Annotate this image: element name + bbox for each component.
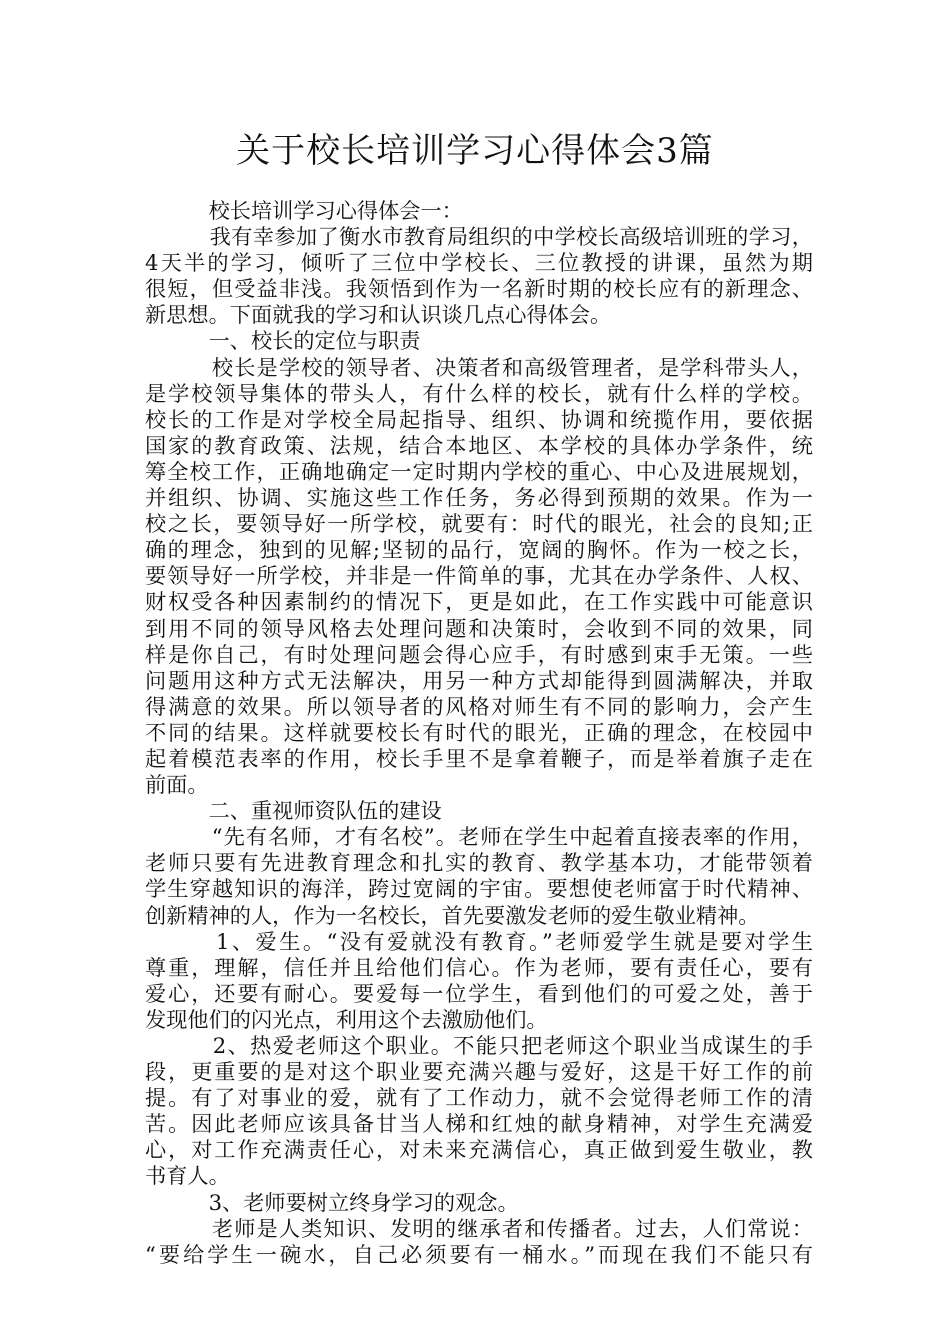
text-line: 财权受各种因素制约的情况下，更是如此，在工作实践中可能意识: [145, 589, 813, 615]
text-line: 2、热爱老师这个职业。不能只把老师这个职业当成谋生的手: [145, 1033, 813, 1058]
text-line: 确的理念，独到的见解;坚韧的品行，宽阔的胸怀。作为一校之长，: [145, 537, 813, 563]
text-line: 起着模范表率的作用，校长手里不是拿着鞭子，而是举着旗子走在: [145, 745, 813, 771]
text-line: 书育人。: [145, 1163, 230, 1189]
text-line: 校之长，要领导好一所学校，就要有：时代的眼光，社会的良知;正: [145, 511, 813, 537]
text-line: 学生穿越知识的海洋，跨过宽阔的宇宙。要想使老师富于时代精神、: [145, 876, 813, 902]
text-line: 苦。因此老师应该具备甘当人梯和红烛的献身精神，对学生充满爱: [145, 1111, 813, 1137]
document-body: [145, 198, 813, 1268]
text-line: 尊重，理解，信任并且给他们信心。作为老师，要有责任心，要有: [145, 954, 813, 980]
text-line: “要给学生一碗水，自己必须要有一桶水。”而现在我们不能只有: [145, 1241, 813, 1267]
text-line: 很短，但受益非浅。我领悟到作为一名新时期的校长应有的新理念、: [145, 276, 813, 302]
text-line: 校长是学校的领导者、决策者和高级管理者，是学科带头人，: [145, 354, 813, 380]
text-line: 筹全校工作，正确地确定一定时期内学校的重心、中心及进展规划，: [145, 458, 813, 484]
text-line: 提。有了对事业的爱，就有了工作动力，就不会觉得老师工作的清: [145, 1085, 813, 1111]
text-line: 4天半的学习，倾听了三位中学校长、三位教授的讲课，虽然为期: [145, 250, 813, 276]
text-line: 校长的工作是对学校全局起指导、组织、协调和统揽作用，要依据: [145, 406, 813, 432]
text-line: 我有幸参加了衡水市教育局组织的中学校长高级培训班的学习，: [145, 224, 813, 250]
text-line: 发现他们的闪光点，利用这个去激励他们。: [145, 1006, 548, 1032]
text-line: 爱心，还要有耐心。要爱每一位学生，看到他们的可爱之处，善于: [145, 980, 813, 1006]
text-line: “先有名师，才有名校”。老师在学生中起着直接表率的作用，: [145, 824, 813, 850]
text-line: 3、老师要树立终身学习的观念。: [145, 1189, 519, 1215]
text-line: 不同的结果。这样就要校长有时代的眼光，正确的理念，在校园中: [145, 719, 813, 745]
text-line: 二、重视师资队伍的建设: [145, 798, 442, 824]
text-line: 心，对工作充满责任心，对未来充满信心，真正做到爱生敬业，教: [145, 1137, 813, 1163]
text-line: 前面。: [145, 772, 209, 798]
text-line: 并组织、协调、实施这些工作任务，务必得到预期的效果。作为一: [145, 485, 813, 511]
text-line: 国家的教育政策、法规，结合本地区、本学校的具体办学条件，统: [145, 432, 813, 458]
text-line: 是学校领导集体的带头人，有什么样的校长，就有什么样的学校。: [145, 380, 813, 406]
text-line: 段，更重要的是对这个职业要充满兴趣与爱好，这是干好工作的前: [145, 1059, 813, 1085]
text-line: 问题用这种方式无法解决，用另一种方式却能得到圆满解决，并取: [145, 667, 813, 693]
text-line: 得满意的效果。所以领导者的风格对师生有不同的影响力，会产生: [145, 693, 813, 719]
text-line: 老师只要有先进教育理念和扎实的教育、教学基本功，才能带领着: [145, 850, 813, 876]
text-line: 1、爱生。“没有爱就没有教育。”老师爱学生就是要对学生: [145, 928, 813, 954]
text-line: 创新精神的人，作为一名校长，首先要激发老师的爱生敬业精神。: [145, 902, 760, 928]
text-line: 校长培训学习心得体会一：: [145, 198, 463, 223]
text-line: 到用不同的领导风格去处理问题和决策时，会收到不同的效果，同: [145, 615, 813, 641]
document-title: 关于校长培训学习心得体会3篇: [236, 131, 714, 171]
text-line: 一、校长的定位与职责: [145, 328, 421, 354]
text-line: 新思想。下面就我的学习和认识谈几点心得体会。: [145, 302, 612, 328]
text-line: 要领导好一所学校，并非是一件简单的事，尤其在办学条件、人权、: [145, 563, 813, 589]
text-line: 样是你自己，有时处理问题会得心应手，有时感到束手无策。一些: [145, 641, 813, 667]
text-line: 老师是人类知识、发明的继承者和传播者。过去，人们常说：: [145, 1215, 813, 1241]
